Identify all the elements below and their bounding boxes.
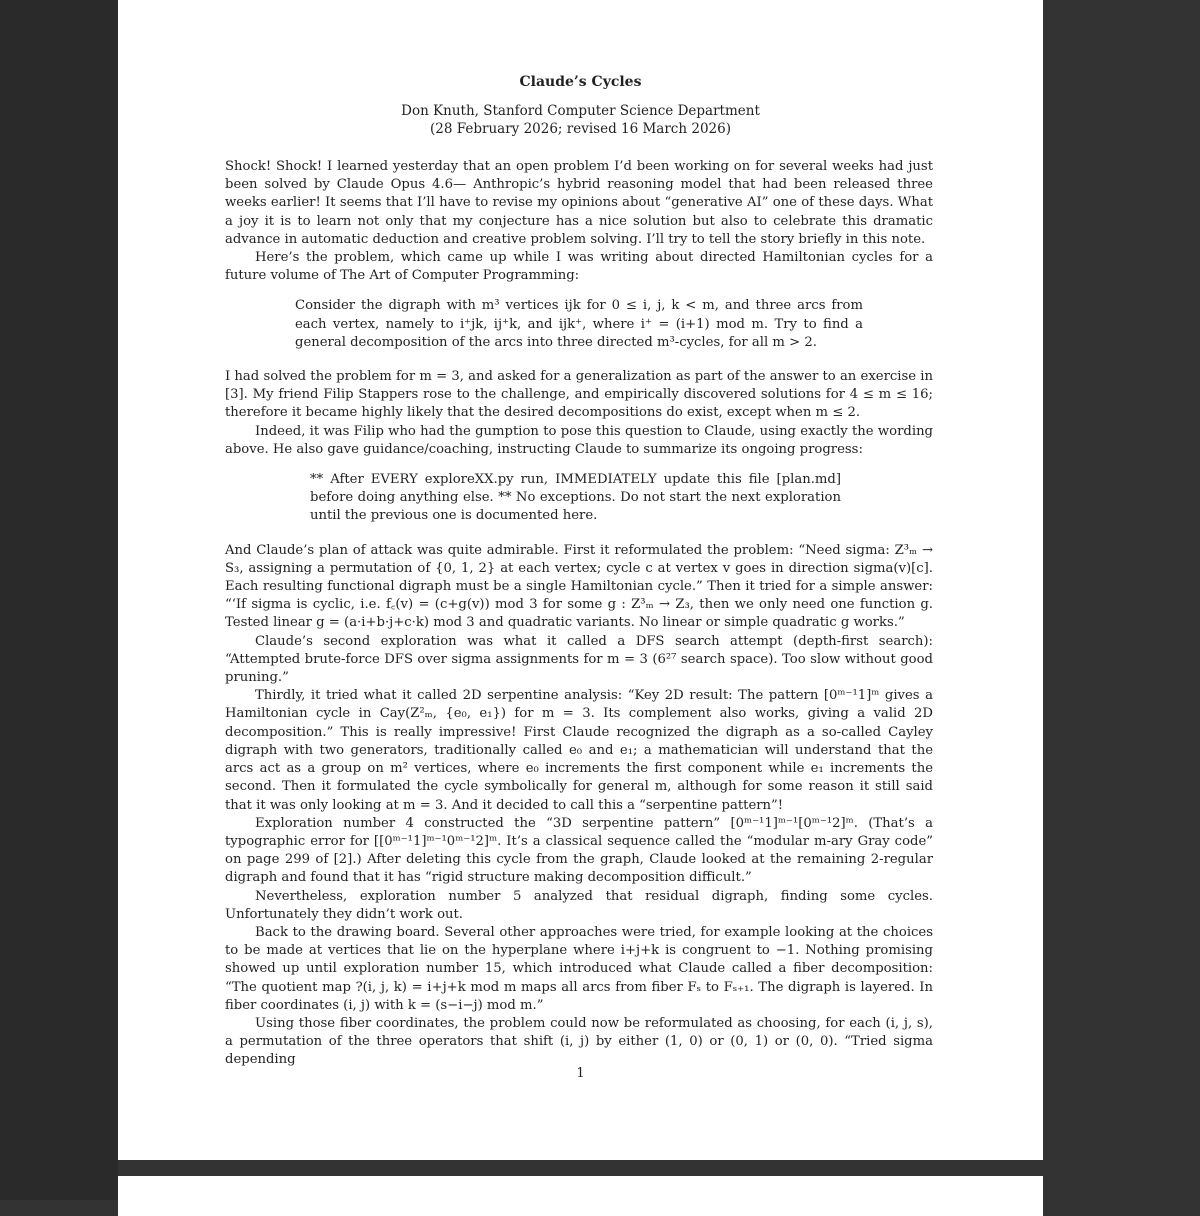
paragraph-4: Indeed, it was Filip who had the gumption to pose this question to Claude, using exactly the wording above. He also gave guidance/coaching, instructing Claude to summarize its ongoing progress:: [225, 423, 933, 457]
paragraph-1: Shock! Shock! I learned yesterday that an open problem I’d been working on for several weeks had just been solved by Claude Opus 4.6— Anthropic’s hybrid reasoning model that had been released three weeks earlier! It seems that I’ll have to revise my opinions about “generative AI” one of these days. What a joy it is to learn not only that my conjecture has a nice solution but also to celebrate this dramatic advance in automatic deduction and creative problem solving. I’ll try to tell the story briefly in this note.: [225, 159, 933, 247]
paragraph-10: Back to the drawing board. Several other approaches were tried, for example looking at the choices to be made at vertices that lie on the hyperplane where i+j+k is congruent to −1. Nothing promising showed up until exploration number 15, which introduced what Claude called a fiber decomposition: “The quotient map ?(i, j, k) = i+j+k mod m maps all arcs from fiber Fₛ to Fₛ₊₁. The digraph is layered. In fiber coordinates (i, j) with k = (s−i−j) mod m.”: [225, 924, 933, 1013]
paper-dates: (28 February 2026; revised 16 March 2026): [430, 121, 731, 137]
problem-statement: Consider the digraph with m³ vertices ijk for 0 ≤ i, j, k < m, and three arcs from each vertex, namely to i⁺jk, ij⁺k, and ijk⁺, where i⁺ = (i+1) mod m. Try to find a general decomposition of the arcs into three directed m³-cycles, for all m > 2.: [295, 298, 863, 350]
paper-author: Don Knuth, Stanford Computer Science Department: [401, 103, 760, 119]
paper-title: Claude’s Cycles: [519, 74, 642, 90]
plan-instruction-quote: ** After EVERY exploreXX.py run, IMMEDIATELY update this file [plan.md] before doing anything else. ** No exceptions. Do not start the next exploration until the previous one is documented here.: [310, 472, 841, 524]
viewer-background: [0, 0, 118, 1200]
paragraph-6: Claude’s second exploration was what it called a DFS search attempt (depth-first search): “Attempted brute-force DFS over sigma assignments for m = 3 (6²⁷ search space). Too slow without good pruning.”: [225, 633, 933, 686]
paragraph-3: I had solved the problem for m = 3, and asked for a generalization as part of the answer to an exercise in [3]. My friend Filip Stappers rose to the challenge, and empirically discovered solutions for 4 ≤ m ≤ 16; therefore it became highly likely that the desired decompositions do exist, except when m ≤ 2.: [225, 369, 933, 421]
next-page-edge: [118, 1176, 1043, 1216]
paragraph-9: Nevertheless, exploration number 5 analyzed that residual digraph, finding some cycles. Unfortunately they didn’t work out.: [225, 888, 933, 922]
paragraph-5: And Claude’s plan of attack was quite admirable. First it reformulated the problem: “Need sigma: Z³ₘ → S₃, assigning a permutation of {0, 1, 2} at each vertex; cycle c at vertex v goes in direction sigma(v)[c]. Each resulting functional digraph must be a single Hamiltonian cycle.” Then it tried for a simple answer: “‘If sigma is cyclic, i.e. f꜀(v) = (c+g(v)) mod 3 for some g : Z³ₘ → Z₃, then we only need one function g. Tested linear g = (a·i+b·j+c·k) mod 3 and quadratic variants. No linear or simple quadratic g works.”: [225, 542, 933, 631]
paragraph-8: Exploration number 4 constructed the “3D serpentine pattern” [0ᵐ⁻¹1]ᵐ⁻¹[0ᵐ⁻¹2]ᵐ. (That’s a typographic error for [[0ᵐ⁻¹1]ᵐ⁻¹0ᵐ⁻¹2]ᵐ. It’s a classical sequence called the “modular m-ary Gray code” on page 299 of [2].) After deleting this cycle from the graph, Claude looked at the remaining 2-regular digraph and found that it has “rigid structure making decomposition difficult.”: [225, 815, 933, 886]
paragraph-11: Using those fiber coordinates, the problem could now be reformulated as choosing, for each (i, j, s), a permutation of the three operators that shift (i, j) by either (1, 0) or (0, 1) or (0, 0). “Tried sigma depending: [225, 1015, 933, 1068]
paper-body: [225, 158, 933, 1070]
paragraph-2: Here’s the problem, which came up while I was writing about directed Hamiltonian cycles for a future volume of The Art of Computer Programming:: [225, 250, 933, 284]
paragraph-7: Thirdly, it tried what it called 2D serpentine analysis: “Key 2D result: The pattern [0ᵐ⁻¹1]ᵐ gives a Hamiltonian cycle in Cay(Z²ₘ, {e₀, e₁}) for m = 3. Its complement also works, giving a valid 2D decomposition.” This is really impressive! First Claude recognized the digraph as a so-called Cayley digraph with two generators, traditionally called e₀ and e₁; a mathematician will understand that the arcs act as a group on m² vertices, where e₀ increments the first component while e₁ increments the second. Then it formulated the cycle symbolically for general m, although for some reason it still said that it was only looking at m = 3. And it decided to call this a “serpentine pattern”!: [225, 688, 933, 813]
page-number: 1: [576, 1066, 585, 1081]
document-page[interactable]: [118, 0, 1043, 1160]
